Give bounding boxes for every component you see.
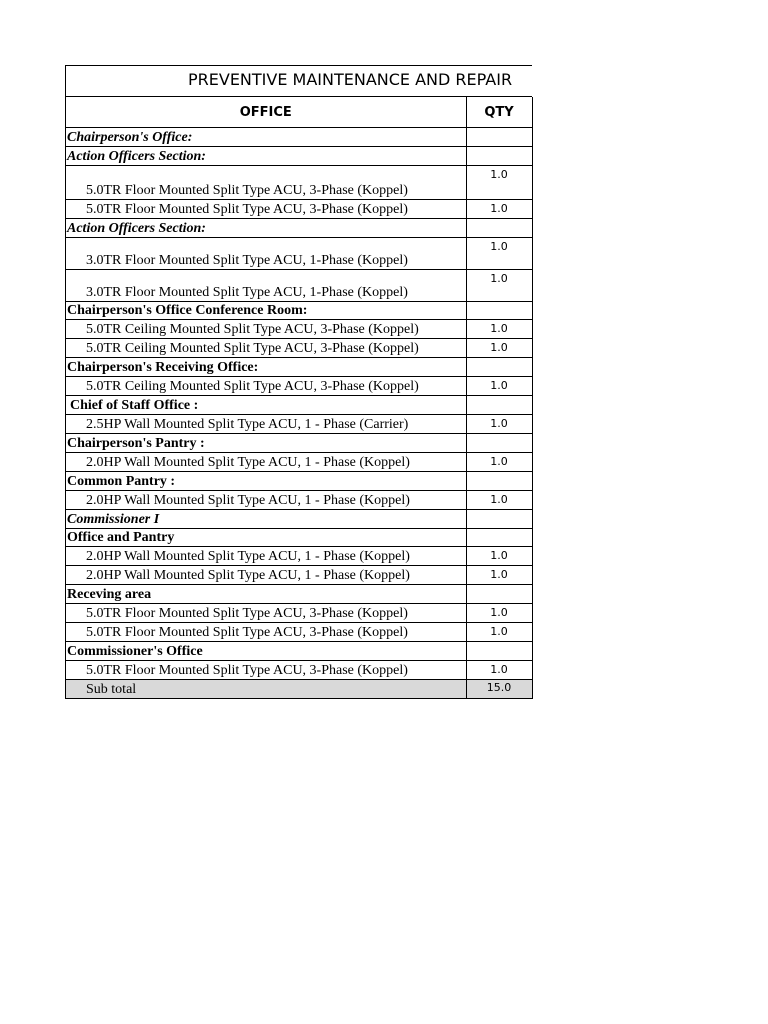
sheet-title: PREVENTIVE MAINTENANCE AND REPAIR [66, 66, 532, 97]
section-title: Action Officers Section: [66, 147, 466, 166]
qty-cell: 1.0 [466, 491, 532, 510]
section-row [66, 472, 532, 491]
section-title: Commissioner I [66, 510, 466, 529]
equipment-row [66, 491, 532, 510]
qty-cell: 1.0 [466, 566, 532, 585]
qty-cell [466, 219, 532, 238]
equipment-row [66, 377, 532, 396]
qty-cell [466, 585, 532, 604]
equipment-description: 5.0TR Ceiling Mounted Split Type ACU, 3-Phase (Koppel) [66, 339, 466, 358]
qty-cell: 1.0 [466, 623, 532, 642]
section-row [66, 147, 532, 166]
qty-cell [466, 396, 532, 415]
qty-column-header: QTY [466, 97, 532, 128]
equipment-description: 5.0TR Ceiling Mounted Split Type ACU, 3-Phase (Koppel) [66, 377, 466, 396]
equipment-row [66, 566, 532, 585]
section-row [66, 434, 532, 453]
section-row [66, 396, 532, 415]
subtotal-label: Sub total [66, 680, 466, 699]
section-title: Receving area [66, 585, 466, 604]
equipment-row [66, 238, 532, 270]
equipment-description: 3.0TR Floor Mounted Split Type ACU, 1-Phase (Koppel) [66, 238, 466, 270]
section-title: Chairperson's Pantry : [66, 434, 466, 453]
section-row [66, 529, 532, 547]
equipment-row [66, 270, 532, 302]
equipment-description: 5.0TR Floor Mounted Split Type ACU, 3-Phase (Koppel) [66, 166, 466, 200]
equipment-row [66, 547, 532, 566]
qty-cell: 1.0 [466, 339, 532, 358]
equipment-description: 3.0TR Floor Mounted Split Type ACU, 1-Phase (Koppel) [66, 270, 466, 302]
equipment-row [66, 320, 532, 339]
section-title: Chairperson's Office Conference Room: [66, 302, 466, 320]
qty-cell: 1.0 [466, 604, 532, 623]
qty-cell [466, 472, 532, 491]
qty-cell: 1.0 [466, 238, 532, 270]
qty-cell: 1.0 [466, 661, 532, 680]
equipment-description: 2.0HP Wall Mounted Split Type ACU, 1 - Phase (Koppel) [66, 453, 466, 472]
qty-cell [466, 358, 532, 377]
qty-cell: 1.0 [466, 547, 532, 566]
equipment-description: 5.0TR Floor Mounted Split Type ACU, 3-Phase (Koppel) [66, 200, 466, 219]
equipment-row [66, 415, 532, 434]
section-title: Common Pantry : [66, 472, 466, 491]
section-title: Office and Pantry [66, 529, 466, 547]
qty-cell: 1.0 [466, 377, 532, 396]
equipment-description: 2.0HP Wall Mounted Split Type ACU, 1 - Phase (Koppel) [66, 566, 466, 585]
qty-cell: 1.0 [466, 415, 532, 434]
equipment-description: 5.0TR Ceiling Mounted Split Type ACU, 3-Phase (Koppel) [66, 320, 466, 339]
subtotal-row [66, 680, 532, 699]
equipment-description: 5.0TR Floor Mounted Split Type ACU, 3-Phase (Koppel) [66, 623, 466, 642]
equipment-description: 2.5HP Wall Mounted Split Type ACU, 1 - Phase (Carrier) [66, 415, 466, 434]
qty-cell [466, 128, 532, 147]
equipment-row [66, 339, 532, 358]
qty-cell [466, 147, 532, 166]
office-column-header: OFFICE [66, 97, 466, 128]
section-title: Chairperson's Receiving Office: [66, 358, 466, 377]
section-title: Chief of Staff Office : [66, 396, 466, 415]
subtotal-qty: 15.0 [466, 680, 532, 699]
section-row [66, 302, 532, 320]
section-title: Action Officers Section: [66, 219, 466, 238]
qty-cell: 1.0 [466, 166, 532, 200]
equipment-row [66, 200, 532, 219]
equipment-row [66, 604, 532, 623]
section-title: Chairperson's Office: [66, 128, 466, 147]
equipment-table [66, 97, 533, 699]
qty-cell [466, 302, 532, 320]
section-title: Commissioner's Office [66, 642, 466, 661]
section-row [66, 128, 532, 147]
equipment-description: 5.0TR Floor Mounted Split Type ACU, 3-Phase (Koppel) [66, 604, 466, 623]
qty-cell [466, 642, 532, 661]
qty-cell [466, 529, 532, 547]
qty-cell: 1.0 [466, 270, 532, 302]
equipment-row [66, 661, 532, 680]
section-row [66, 219, 532, 238]
section-row [66, 585, 532, 604]
section-row [66, 642, 532, 661]
qty-cell: 1.0 [466, 453, 532, 472]
equipment-description: 5.0TR Floor Mounted Split Type ACU, 3-Phase (Koppel) [66, 661, 466, 680]
qty-cell: 1.0 [466, 320, 532, 339]
qty-cell [466, 434, 532, 453]
section-row [66, 510, 532, 529]
equipment-row [66, 166, 532, 200]
equipment-row [66, 453, 532, 472]
table-header-row [66, 97, 532, 128]
equipment-row [66, 623, 532, 642]
qty-cell [466, 510, 532, 529]
section-row [66, 358, 532, 377]
equipment-description: 2.0HP Wall Mounted Split Type ACU, 1 - Phase (Koppel) [66, 547, 466, 566]
maintenance-sheet [65, 65, 532, 699]
equipment-description: 2.0HP Wall Mounted Split Type ACU, 1 - Phase (Koppel) [66, 491, 466, 510]
qty-cell: 1.0 [466, 200, 532, 219]
